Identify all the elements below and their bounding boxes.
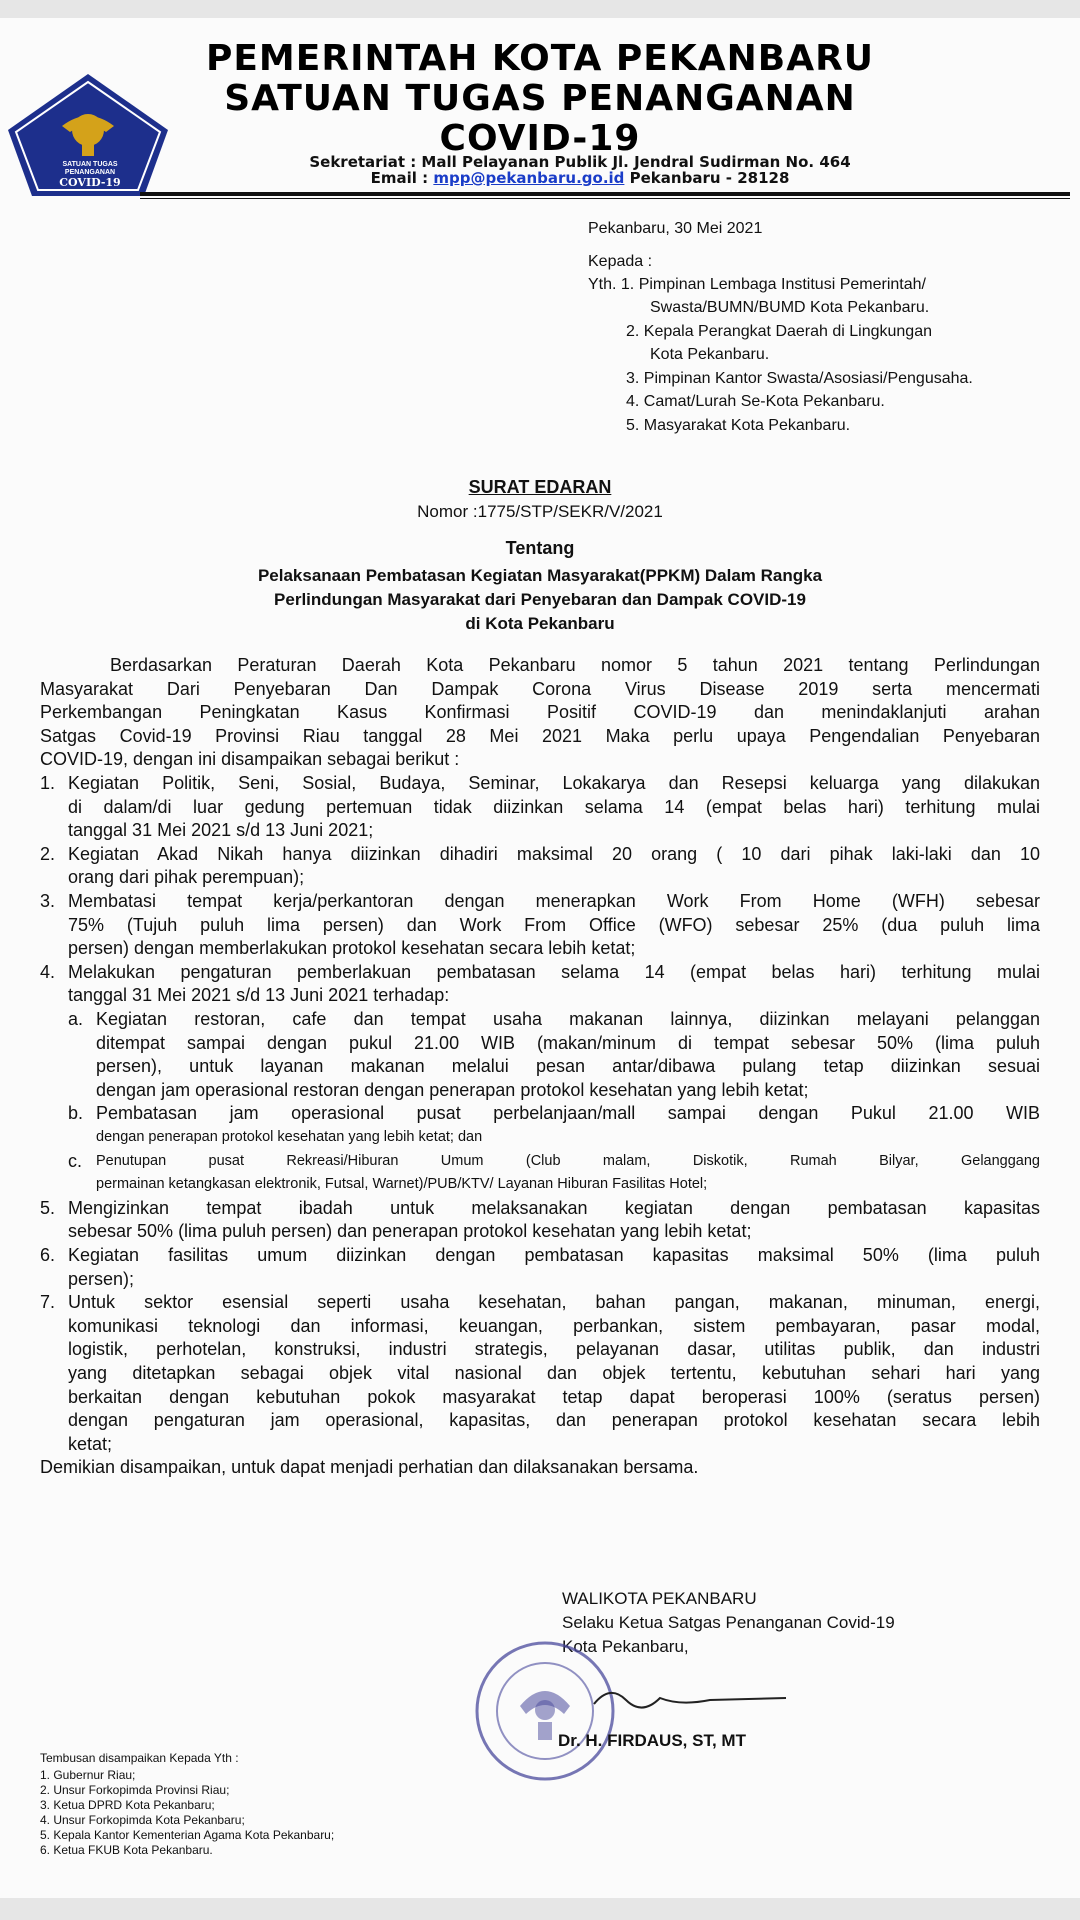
city-zip: Pekanbaru - 28128: [629, 169, 790, 187]
recipient-line: 5. Masyarakat Kota Pekanbaru.: [626, 417, 851, 434]
item-line: persen) dengan memberlakukan protokol kesehatan secara lebih ketat;: [68, 938, 636, 959]
tembusan-item: 3. Ketua DPRD Kota Pekanbaru;: [40, 1798, 215, 1812]
item-line: sebesar 50% (lima puluh persen) dan penerapan protokol kesehatan yang lebih ketat;: [68, 1221, 752, 1242]
subitem-line: ditempat sampai dengan pukul 21.00 WIB (makan/minum di tempat sebesar 50% (lima puluh: [96, 1032, 1040, 1053]
logo-text-mid: PENANGANAN: [64, 169, 116, 176]
item-line: persen);: [68, 1268, 135, 1289]
item-line: Mengizinkan tempat ibadah untuk melaksanakan kegiatan dengan pembatasan kapasitas: [68, 1197, 1040, 1218]
subitem-line: persen), untuk layanan makanan melalui pesan antar/dibawa pulang tetap diizinkan sesuai: [96, 1056, 1040, 1077]
item-line: Kegiatan fasilitas umum diizinkan dengan pembatasan kapasitas maksimal 50% (lima puluh: [68, 1245, 1040, 1265]
tembusan-item: 5. Kepala Kantor Kementerian Agama Kota Pekanbaru;: [40, 1828, 335, 1842]
item-line: berkaitan dengan kebutuhan pokok masyarakat tetap dapat beroperasi 100% (seratus persen): [68, 1386, 1040, 1407]
tembusan-item: 4. Unsur Forkopimda Kota Pekanbaru;: [40, 1813, 245, 1827]
subitem-line: Kegiatan restoran, cafe dan tempat usaha makanan lainnya, diizinkan melayani pelanggan: [96, 1009, 1040, 1029]
item-line: 75% (Tujuh puluh lima persen) dan Work From Office (WFO) sebesar 25% (dua puluh lima: [68, 914, 1040, 935]
item-line: Untuk sektor esensial seperti usaha kesehatan, bahan pangan, makanan, minuman, energi,: [68, 1292, 1040, 1313]
intro-line: COVID-19, dengan ini disampaikan sebagai berikut :: [40, 749, 460, 770]
item-line: tanggal 31 Mei 2021 s/d 13 Juni 2021 terhadap:: [68, 985, 450, 1006]
item-number: 5.: [40, 1197, 56, 1218]
item-line: logistik, perhotelan, konstruksi, industri strategis, pelayanan dasar, utilitas publik, dan industri: [68, 1339, 1040, 1360]
document-title: SURAT EDARAN: [468, 477, 612, 497]
tembusan-item: 1. Gubernur Riau;: [40, 1768, 136, 1782]
item-line: ketat;: [68, 1433, 113, 1454]
recipient-line: 3. Pimpinan Kantor Swasta/Asosiasi/Pengusaha.: [626, 370, 973, 387]
subitem-line: Penutupan pusat Rekreasi/Hiburan Umum (Club malam, Diskotik, Rumah Bilyar, Gelanggang: [96, 1152, 1040, 1169]
header-address: Sekretariat : Mall Pelayanan Publik Jl. Jendral Sudirman No. 464: [309, 153, 851, 171]
item-number: b.: [68, 1103, 84, 1124]
item-line: Kegiatan Akad Nikah hanya diizinkan dihadiri maksimal 20 orang ( 10 dari pihak laki-laki dan 10: [68, 843, 1040, 864]
subject-line: Perlindungan Masyarakat dari Penyebaran dan Dampak COVID-19: [274, 590, 806, 609]
kepada-label: Kepada :: [588, 253, 653, 270]
document-page: [0, 18, 1080, 1898]
logo-text-bottom: COVID-19: [59, 176, 121, 189]
item-number: 3.: [40, 891, 56, 911]
subitem-line: dengan jam operasional restoran dengan penerapan protokol kesehatan yang lebih ketat;: [96, 1079, 809, 1100]
recipient-line: Yth. 1. Pimpinan Lembaga Institusi Pemerintah/: [588, 276, 926, 293]
subject-line: di Kota Pekanbaru: [465, 614, 615, 633]
recipient-line: 2. Kepala Perangkat Daerah di Lingkungan: [626, 323, 932, 340]
tembusan-heading: Tembusan disampaikan Kepada Yth :: [40, 1751, 239, 1765]
subitem-line: dengan penerapan protokol kesehatan yang lebih ketat; dan: [96, 1129, 483, 1145]
item-line: Membatasi tempat kerja/perkantoran dengan menerapkan Work From Home (WFH) sebesar: [68, 891, 1040, 911]
intro-line: Perkembangan Peningkatan Kasus Konfirmasi Positif COVID-19 dan menindaklanjuti arahan: [40, 702, 1040, 723]
item-line: yang ditetapkan sebagai objek vital nasional dan objek tertentu, kebutuhan sehari hari yang: [68, 1363, 1040, 1383]
item-line: Kegiatan Politik, Seni, Sosial, Budaya, Seminar, Lokakarya dan Resepsi keluarga yang dilakukan: [68, 773, 1040, 793]
header-government: PEMERINTAH KOTA PEKANBARU: [205, 38, 875, 79]
recipient-line: 4. Camat/Lurah Se-Kota Pekanbaru.: [626, 393, 885, 410]
item-number: 4.: [40, 961, 56, 982]
document-number: Nomor :1775/STP/SEKR/V/2021: [417, 502, 663, 521]
intro-line: Satgas Covid-19 Provinsi Riau tanggal 28 Mei 2021 Maka perlu upaya Pengendalian Penyebaran: [40, 725, 1040, 746]
email-link[interactable]: mpp@pekanbaru.go.id: [433, 169, 625, 187]
logo-text-top: SATUAN TUGAS: [62, 161, 118, 168]
intro-line: Masyarakat Dari Penyebaran Dan Dampak Corona Virus Disease 2019 serta mencermati: [40, 678, 1040, 699]
item-line: di dalam/di luar gedung pertemuan tidak diizinkan selama 14 (empat belas hari) terhitung mulai: [68, 796, 1040, 817]
signer-title: WALIKOTA PEKANBARU: [562, 1589, 757, 1608]
signer-name: Dr. H. FIRDAUS, ST, MT: [558, 1731, 746, 1750]
letter-date: Pekanbaru, 30 Mei 2021: [588, 220, 763, 237]
item-number: c.: [68, 1150, 83, 1171]
item-number: 2.: [40, 843, 56, 864]
recipient-line: Kota Pekanbaru.: [650, 346, 770, 363]
item-number: a.: [68, 1009, 84, 1029]
tembusan-item: 6. Ketua FKUB Kota Pekanbaru.: [40, 1843, 213, 1857]
item-line: orang dari pihak perempuan);: [68, 867, 305, 888]
intro-line: Berdasarkan Peraturan Daerah Kota Pekanbaru nomor 5 tahun 2021 tentang Perlindungan: [110, 655, 1040, 675]
item-line: dengan pengaturan jam operasional, kapasitas, dan penerapan protokol kesehatan secara lebih: [68, 1410, 1040, 1431]
header-covid: COVID-19: [439, 118, 641, 159]
subject-line: Pelaksanaan Pembatasan Kegiatan Masyarakat(PPKM) Dalam Rangka: [257, 566, 823, 585]
recipient-line: Swasta/BUMN/BUMD Kota Pekanbaru.: [650, 299, 930, 316]
subitem-line: permainan ketangkasan elektronik, Futsal, Warnet)/PUB/KTV/ Layanan Hiburan Fasilitas Hotel;: [96, 1176, 708, 1193]
item-line: tanggal 31 Mei 2021 s/d 13 Juni 2021;: [68, 820, 374, 841]
tentang-label: Tentang: [505, 538, 575, 558]
closing-line: Demikian disampaikan, untuk dapat menjadi perhatian dan dilaksanakan bersama.: [40, 1457, 699, 1478]
item-line: komunikasi teknologi dan informasi, keuangan, perbankan, sistem pembayaran, pasar modal,: [68, 1315, 1040, 1336]
item-number: 1.: [40, 773, 56, 793]
signer-role: Selaku Ketua Satgas Penanganan Covid-19: [562, 1613, 895, 1632]
signature-scribble: [590, 1678, 790, 1718]
signer-city: Kota Pekanbaru,: [562, 1637, 689, 1656]
subitem-line: Pembatasan jam operasional pusat perbelanjaan/mall sampai dengan Pukul 21.00 WIB: [96, 1103, 1040, 1124]
item-number: 7.: [40, 1292, 56, 1313]
item-line: Melakukan pengaturan pemberlakuan pembatasan selama 14 (empat belas hari) terhitung mulai: [68, 961, 1040, 982]
email-label: Email :: [370, 169, 429, 187]
item-number: 6.: [40, 1245, 56, 1265]
tembusan-item: 2. Unsur Forkopimda Provinsi Riau;: [40, 1783, 230, 1797]
header-task-force: SATUAN TUGAS PENANGANAN: [224, 78, 856, 119]
